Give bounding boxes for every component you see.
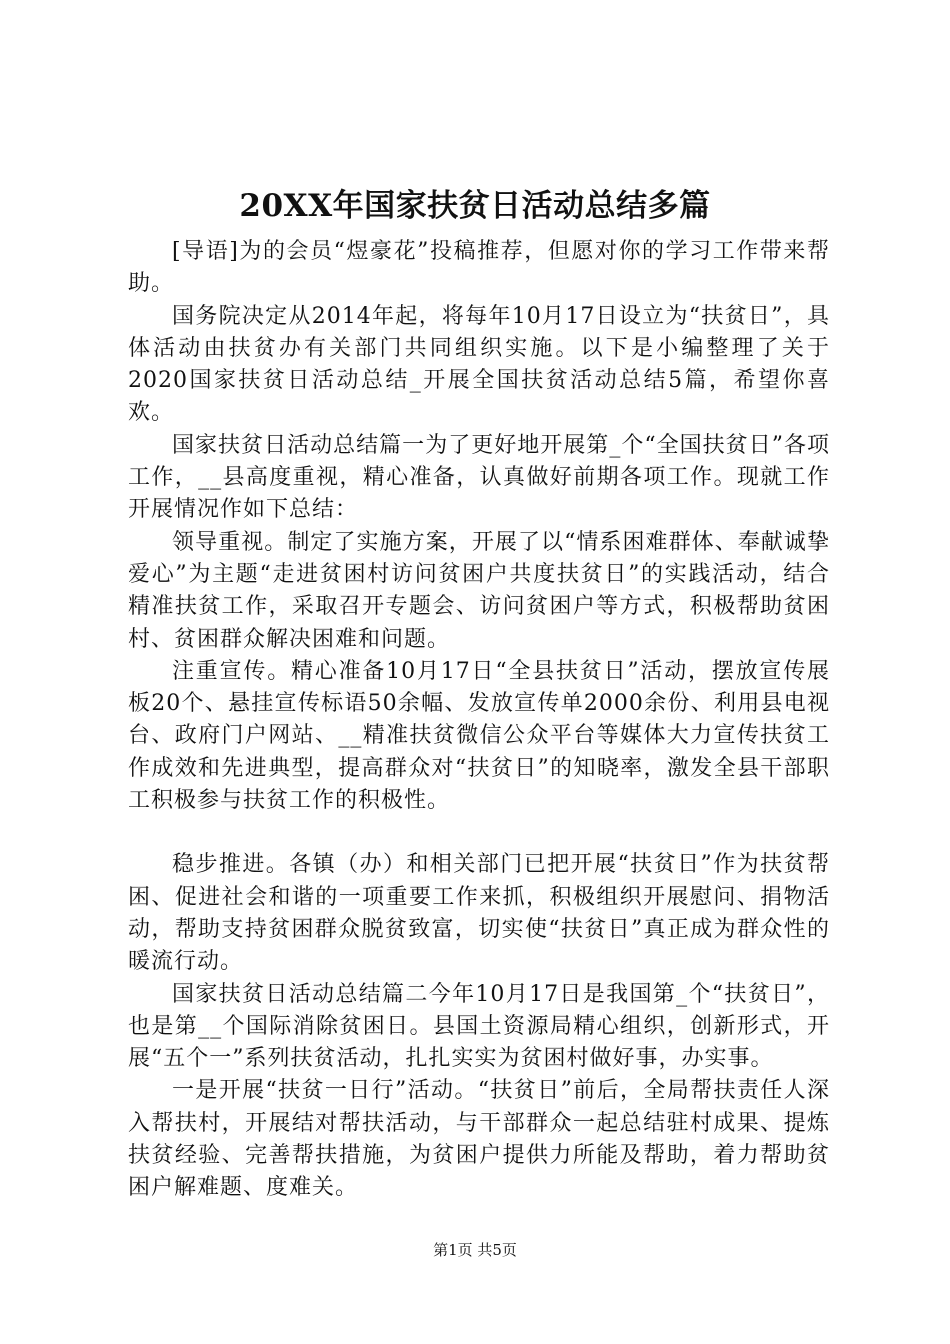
paragraph-spacer bbox=[128, 817, 830, 849]
paragraph-background: 国务院决定从2014年起，将每年10月17日设立为“扶贫日”，具体活动由扶贫办有关部门共同组织实施。以下是小编整理了关于2020国家扶贫日活动总结_开展全国扶贫活动总结5篇，希望你喜欢。 bbox=[128, 303, 830, 426]
paragraph-leadership: 领导重视。制定了实施方案，开展了以“情系困难群体、奉献诚挚爱心”为主题“走进贫困村访问贫困户共度扶贫日”的实践活动，结合精准扶贫工作，采取召开专题会、访问贫困户等方式，积极帮助贫困村、贫困群众解决困难和问题。 bbox=[128, 529, 830, 652]
paragraph-publicity: 注重宣传。精心准备10月17日“全县扶贫日”活动，摆放宣传展板20个、悬挂宣传标语50余幅、发放宣传单2000余份、利用县电视台、政府门户网站、__精准扶贫微信公众平台等媒体大力宣传扶贫工作成效和先进典型，提高群众对“扶贫日”的知晓率，激发全县干部职工积极参与扶贫工作的积极性。 bbox=[128, 658, 830, 814]
paragraph-activity-one: 一是开展“扶贫一日行”活动。“扶贫日”前后，全局帮扶责任人深入帮扶村，开展结对帮扶活动，与干部群众一起总结驻村成果、提炼扶贫经验、完善帮扶措施，为贫困户提供力所能及帮助，着力帮助贫困户解难题、度难关。 bbox=[128, 1078, 830, 1201]
document-body bbox=[128, 236, 830, 1205]
document-title: 20XX年国家扶贫日活动总结多篇 bbox=[239, 188, 711, 224]
paragraph-part-one: 国家扶贫日活动总结篇一为了更好地开展第_个“全国扶贫日”各项工作，__县高度重视，精心准备，认真做好前期各项工作。现就工作开展情况作如下总结： bbox=[128, 432, 830, 523]
paragraph-intro: [导语]为的会员“煜豪花”投稿推荐，但愿对你的学习工作带来帮助。 bbox=[128, 239, 830, 297]
paragraph-progress: 稳步推进。各镇（办）和相关部门已把开展“扶贫日”作为扶贫帮困、促进社会和谐的一项重要工作来抓，积极组织开展慰问、捐物活动，帮助支持贫困群众脱贫致富，切实使“扶贫日”真正成为群众性的暖流行动。 bbox=[128, 852, 830, 975]
page-number: 第1页 共5页 bbox=[433, 1241, 517, 1259]
paragraph-part-two: 国家扶贫日活动总结篇二今年10月17日是我国第_个“扶贫日”，也是第__个国际消除贫困日。县国土资源局精心组织，创新形式，开展“五个一”系列扶贫活动，扎扎实实为贫困村做好事，办实事。 bbox=[128, 981, 830, 1072]
